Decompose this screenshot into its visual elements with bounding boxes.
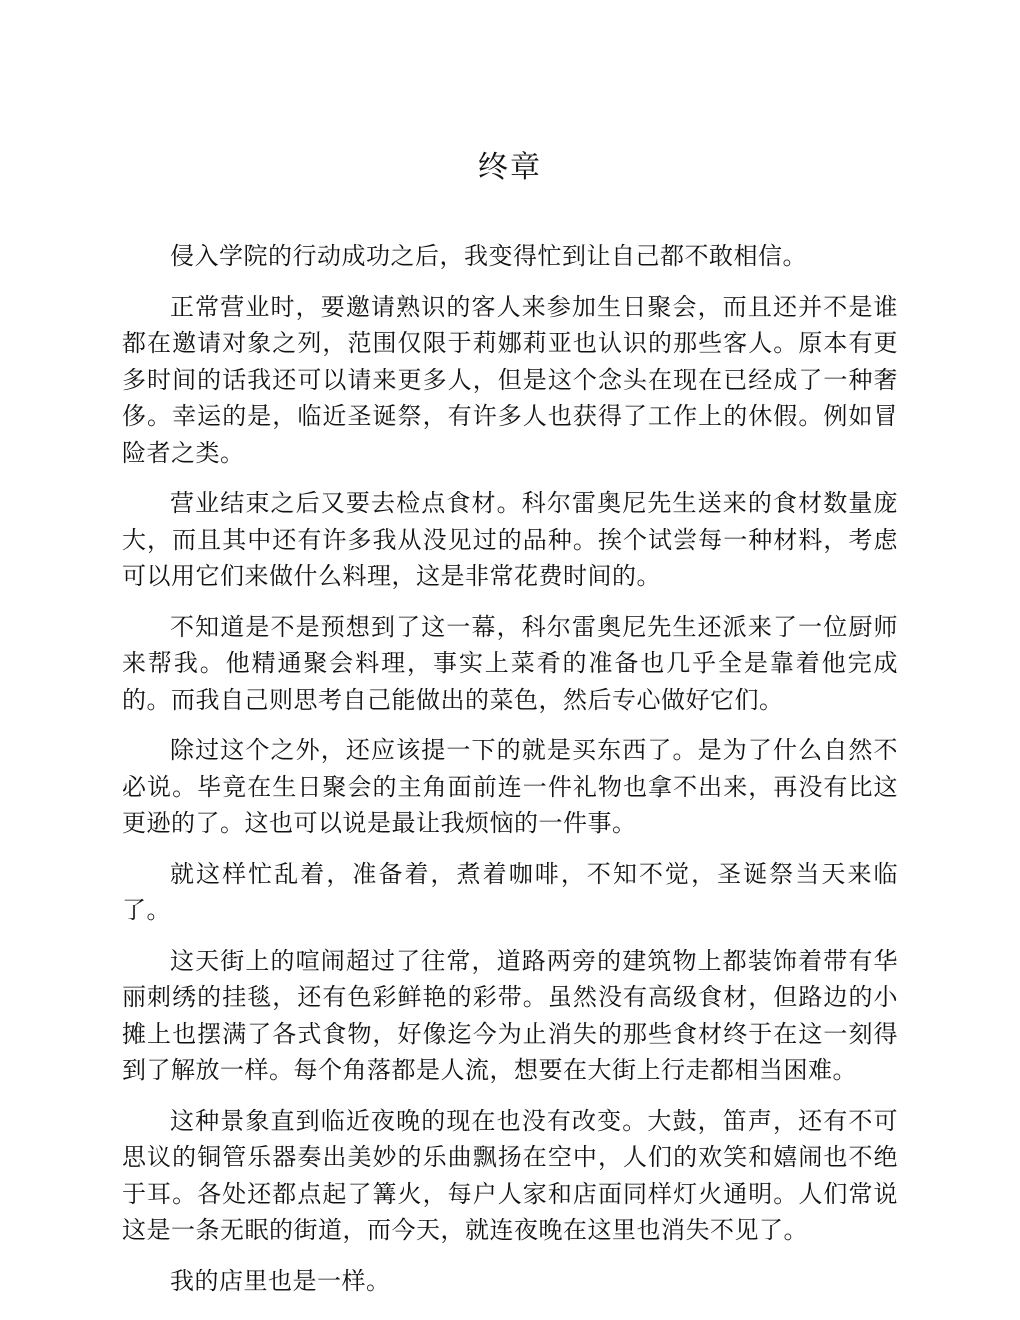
paragraph: 这种景象直到临近夜晚的现在也没有改变。大鼓，笛声，还有不可思议的铜管乐器奏出美妙的乐曲飘扬在空中，人们的欢笑和嬉闹也不绝于耳。各处还都点起了篝火，每户人家和店面同样灯火通明。人们常说这是一条无眠的街道，而今天，就连夜晚在这里也消失不见了。 <box>122 1106 898 1244</box>
paragraph: 除过这个之外，还应该提一下的就是买东西了。是为了什么自然不必说。毕竟在生日聚会的主角面前连一件礼物也拿不出来，再没有比这更逊的了。这也可以说是最让我烦恼的一件事。 <box>122 736 898 837</box>
paragraph: 侵入学院的行动成功之后，我变得忙到让自己都不敢相信。 <box>170 242 807 270</box>
paragraph: 这天街上的喧闹超过了往常，道路两旁的建筑物上都装饰着带有华丽刺绣的挂毯，还有色彩鲜艳的彩带。虽然没有高级食材，但路边的小摊上也摆满了各式食物，好像迄今为止消失的那些食材终于在这一刻得到了解放一样。每个角落都是人流，想要在大街上行走都相当困难。 <box>122 946 898 1084</box>
chapter-body <box>122 238 898 1313</box>
paragraph: 就这样忙乱着，准备着，煮着咖啡，不知不觉，圣诞祭当天来临了。 <box>122 859 898 924</box>
paragraph: 正常营业时，要邀请熟识的客人来参加生日聚会，而且还并不是谁都在邀请对象之列，范围仅限于莉娜莉亚也认识的那些客人。原本有更多时间的话我还可以请来更多人，但是这个念头在现在已经成了一种奢侈。幸运的是，临近圣诞祭，有许多人也获得了工作上的休假。例如冒险者之类。 <box>122 292 898 467</box>
paragraph: 营业结束之后又要去检点食材。科尔雷奥尼先生送来的食材数量庞大，而且其中还有许多我从没见过的品种。挨个试尝每一种材料，考虑可以用它们来做什么料理，这是非常花费时间的。 <box>122 489 898 590</box>
paragraph: 我的店里也是一样。 <box>170 1266 391 1295</box>
chapter-title: 终章 <box>478 150 542 185</box>
paragraph: 不知道是不是预想到了这一幕，科尔雷奥尼先生还派来了一位厨师来帮我。他精通聚会料理，事实上菜肴的准备也几乎全是靠着他完成的。而我自己则思考自己能做出的菜色，然后专心做好它们。 <box>122 612 898 714</box>
